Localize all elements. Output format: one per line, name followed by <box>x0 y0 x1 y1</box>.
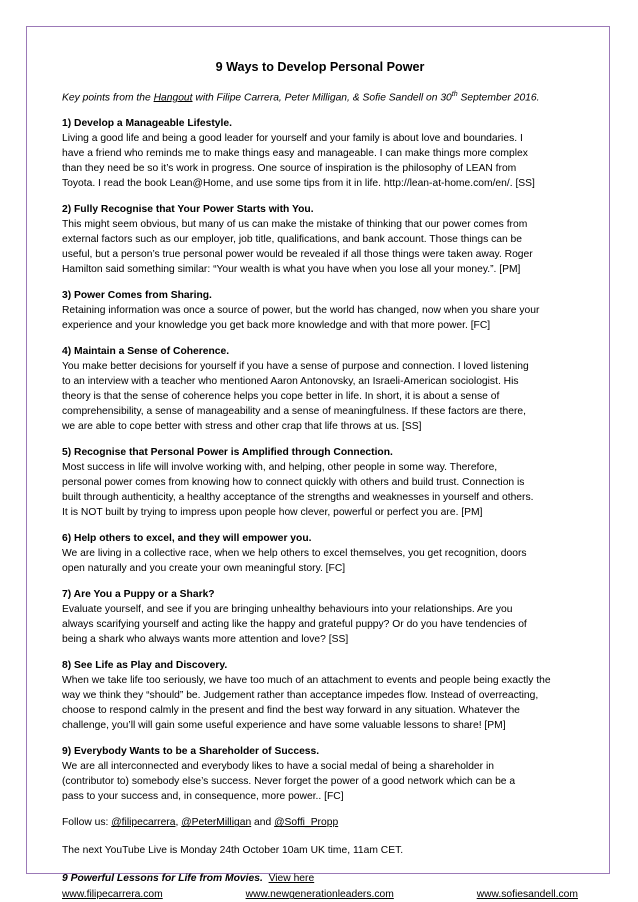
follow-sep-2: and <box>251 817 275 829</box>
section-body-line: way we think they “should” be. Judgement rather than acceptance impedes flow. Instead of overreacting, <box>62 690 539 702</box>
section-heading: 3) Power Comes from Sharing. <box>62 290 212 302</box>
section-body-line: Living a good life and being a good leader for yourself and your family is about love and boundaries. I <box>62 133 523 145</box>
section-body-line: to an interview with a teacher who mentioned Aaron Antonovsky, an Israeli-American sociologist. His <box>62 376 519 388</box>
section-body-line: being a shark who always wants more attention and love? [SS] <box>62 634 349 646</box>
section-7 <box>62 587 578 647</box>
section-body-line: Toyota. I read the book Lean@Home, and use some tips from it in life. http://lean-at-home.com/en/. [SS] <box>62 178 535 190</box>
section-heading: 1) Develop a Manageable Lifestyle. <box>62 118 232 130</box>
section-body-line: (contributor to) somebody else’s success. Never forget the power of a good network which can be a <box>62 776 516 788</box>
section-body <box>62 359 578 434</box>
section-body-line: It is NOT built by trying to impress upon people how clever, powerful or perfect you are. [PM] <box>62 507 483 519</box>
page-title: 9 Ways to Develop Personal Power <box>215 60 425 74</box>
lessons-line <box>62 871 578 886</box>
twitter-link-sofie[interactable]: @Soffi_Propp <box>274 817 339 829</box>
section-body <box>62 217 578 277</box>
section-body-line: external factors such as our employer, job title, qualifications, and bank account. Those things can be <box>62 234 523 246</box>
section-body-line: have a friend who reminds me to make things easy and manageable. I can make things more complex <box>62 148 528 160</box>
sections-list <box>62 116 578 804</box>
section-heading: 8) See Life as Play and Discovery. <box>62 660 228 672</box>
intro-line <box>62 87 578 105</box>
section-5 <box>62 445 578 520</box>
section-heading: 2) Fully Recognise that Your Power Starts with You. <box>62 204 314 216</box>
section-body <box>62 131 578 191</box>
section-8 <box>62 658 578 733</box>
section-body-line: Hamilton said something similar: “Your wealth is what you have when you lose all your money.”. [PM] <box>62 264 521 276</box>
section-body-line: comprehensibility, a sense of manageability and a sense of meaningfulness. If these factors are there, <box>62 406 527 418</box>
section-body <box>62 673 578 733</box>
section-heading: 9) Everybody Wants to be a Shareholder of Success. <box>62 746 320 758</box>
footer-link-filipecarrera[interactable]: www.filipecarrera.com <box>62 889 163 901</box>
section-body-line: We are living in a collective race, when we help others to excel themselves, you get recognition, doors <box>62 548 527 560</box>
page-border <box>26 26 610 901</box>
section-body <box>62 602 578 647</box>
section-body-line: When we take life too seriously, we have too much of an attachment to events and people being exactly the <box>62 675 551 687</box>
view-here-link[interactable]: View here <box>268 873 315 885</box>
section-4 <box>62 344 578 434</box>
hangout-link[interactable]: Hangout <box>153 92 193 104</box>
section-body-line: experience and your knowledge you get back more knowledge and with that more power. [FC] <box>62 320 491 332</box>
section-body-line: challenge, you’ll will gain some useful experience and have some valuable lessons to share! [PM] <box>62 720 506 732</box>
section-body-line: we are able to cope better with stress and other crap that life throws at us. [SS] <box>62 421 422 433</box>
section-heading: 7) Are You a Puppy or a Shark? <box>62 589 215 601</box>
section-body <box>62 546 578 576</box>
twitter-link-filipe[interactable]: @filipecarrera <box>111 817 176 829</box>
section-body <box>62 759 578 804</box>
section-9 <box>62 744 578 804</box>
footer-link-newgenerationleaders[interactable]: www.newgenerationleaders.com <box>245 889 394 901</box>
section-heading: 5) Recognise that Personal Power is Amplified through Connection. <box>62 447 393 459</box>
section-1 <box>62 116 578 191</box>
section-body-line: You make better decisions for yourself if you have a sense of purpose and connection. I loved listening <box>62 361 529 373</box>
section-body-line: pass to your success and, in consequence, more power.. [FC] <box>62 791 344 803</box>
document-content <box>62 59 578 902</box>
section-body-line: always scarifying yourself and acting like the happy and grateful puppy? Or do you have tendencies of <box>62 619 527 631</box>
follow-label: Follow us: <box>62 817 112 829</box>
follow-sep-1: , <box>175 817 182 829</box>
intro-text-2: with Filipe Carrera, Peter Milligan, & Sofie Sandell on 30 <box>192 92 452 104</box>
section-heading: 4) Maintain a Sense of Coherence. <box>62 346 230 358</box>
section-body-line: useful, but a person’s true personal power would be revealed if all those things were taken away. Roger <box>62 249 533 261</box>
section-body-line: open naturally and you create your own meaningful story. [FC] <box>62 563 346 575</box>
intro-sup: th <box>451 91 458 98</box>
section-body-line: Retaining information was once a source of power, but the world has changed, now when you share your <box>62 305 540 317</box>
follow-line <box>62 815 578 830</box>
intro-text-3: September 2016. <box>457 92 540 104</box>
footer-links <box>62 887 578 902</box>
section-body-line: theory is that the sense of coherence helps you cope better in life. In short, it is about a sense of <box>62 391 500 403</box>
section-body <box>62 460 578 520</box>
section-body-line: built through authenticity, a healthy acceptance of the strengths and weaknesses in yourself and others. <box>62 492 534 504</box>
section-body-line: personal power comes from knowing how to connect quickly with others and build trust. Connection is <box>62 477 525 489</box>
next-live-line: The next YouTube Live is Monday 24th October 10am UK time, 11am CET. <box>62 845 404 857</box>
intro-text: Key points from the <box>62 92 154 104</box>
section-6 <box>62 531 578 576</box>
section-body <box>62 303 578 333</box>
section-body-line: than they need be so it’s work in progress. One source of inspiration is the philosophy of LEAN from <box>62 163 517 175</box>
section-2 <box>62 202 578 277</box>
section-heading: 6) Help others to excel, and they will empower you. <box>62 533 312 545</box>
section-body-line: This might seem obvious, but many of us can make the mistake of thinking that our power comes from <box>62 219 528 231</box>
lessons-title: 9 Powerful Lessons for Life from Movies. <box>62 873 263 885</box>
section-body-line: Most success in life will involve working with, and helping, other people in some way. Therefore, <box>62 462 498 474</box>
section-body-line: choose to respond calmly in the present and find the best way forward in any situation. Whatever the <box>62 705 520 717</box>
section-body-line: We are all interconnected and everybody likes to have a social medal of being a shareholder in <box>62 761 494 773</box>
twitter-link-peter[interactable]: @PeterMilligan <box>181 817 252 829</box>
section-3 <box>62 288 578 333</box>
section-body-line: Evaluate yourself, and see if you are bringing unhealthy behaviours into your relationships. Are you <box>62 604 513 616</box>
footer-link-sofiesandell[interactable]: www.sofiesandell.com <box>476 889 578 901</box>
